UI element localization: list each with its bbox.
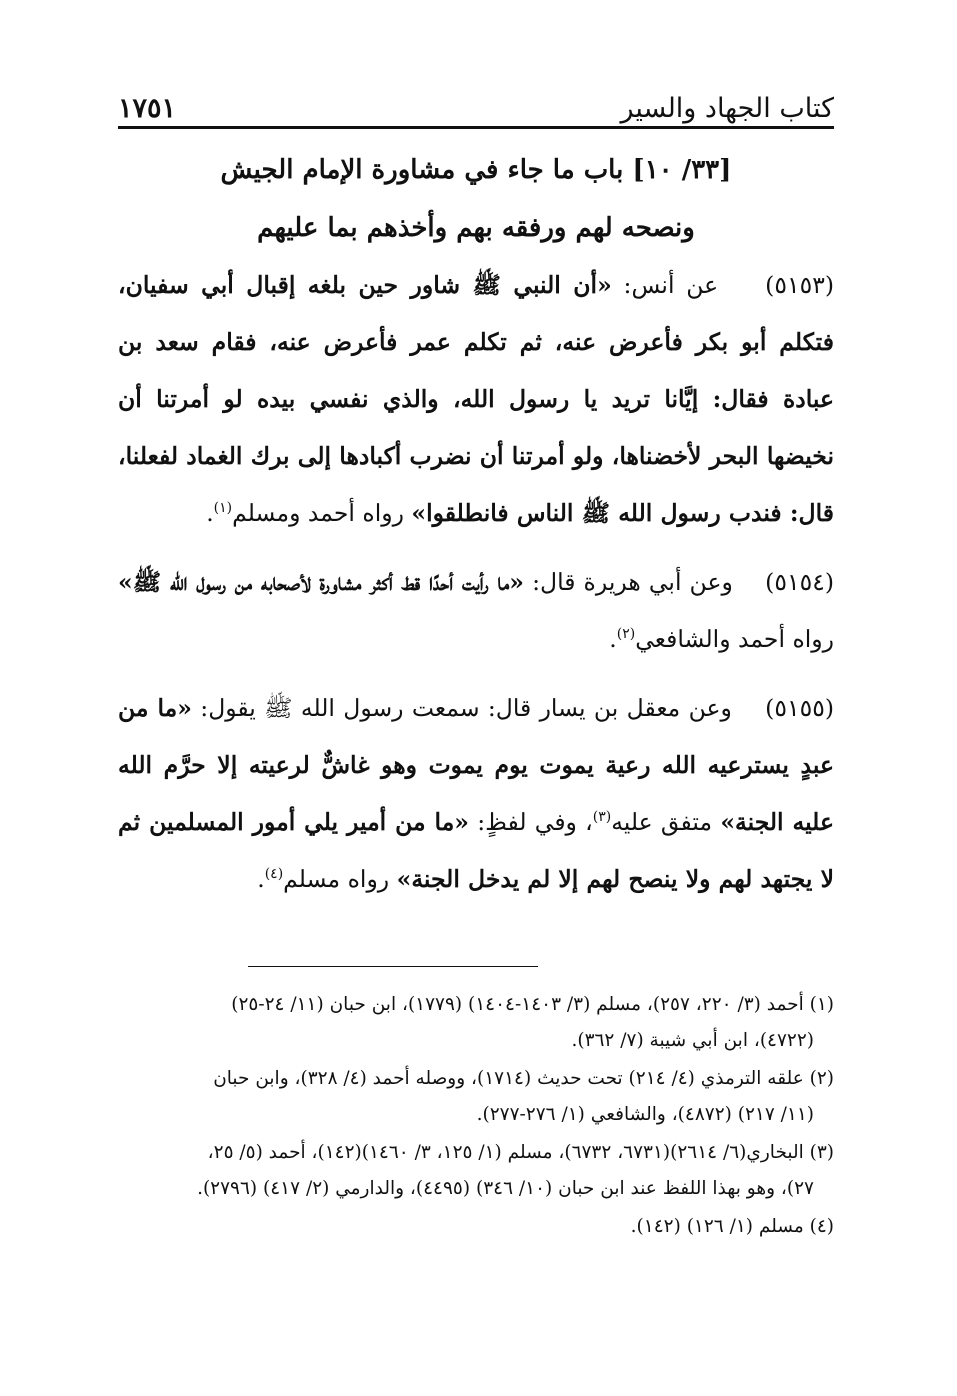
hadith-alt-intro: ، وفي لفظٍ:	[477, 808, 593, 836]
footnotes	[118, 987, 834, 1245]
footnote-ref: (٢)	[616, 626, 636, 643]
hadith-number: (٥١٥٥)	[765, 694, 834, 722]
footnote-line: ٢٧)، وهو بهذا اللفظ عند ابن حبان (١٠/ ٣٤٦) (٤٤٩٥)، والدارمي (٢/ ٤١٧) (٢٧٩٦).	[197, 1178, 814, 1199]
hadith-5154: (٥١٥٤) وعن أبي هريرة قال: «ما رأيت أحدًا قط أكثر مشاورة لأصحابه من رسول الله ﷺ» رواه أحمد والشافعي$^{(٢)}$.	[118, 568, 834, 653]
footnote-line: (٤) مسلم (١/ ١٢٦) (١٤٢).	[630, 1216, 834, 1237]
hadith-alt-text: «ما من أمير يلي أمور المسلمين ثم لا يجتهد لهم ولا ينصح لهم إلا لم يدخل الجنة»	[118, 808, 834, 893]
footnote-line: (٢) علقه الترمذي (٤/ ٢١٤) تحت حديث (١٧١٤)، ووصله أحمد (٤/ ٣٢٨)، وابن حبان	[213, 1068, 834, 1089]
hadith-text: «ما رأيت أحدًا قط أكثر مشاورة لأصحابه من رسول الله ﷺ»	[118, 568, 524, 596]
footnote-4	[118, 1209, 834, 1245]
book-page	[118, 80, 834, 1247]
hadith-5155: (٥١٥٥) وعن معقل بن يسار قال: سمعت رسول الله ﷺ يقول: «ما من عبدٍ يسترعيه الله رعية يموت يوم يموت وهو غاشٌّ لرعيته إلا حرَّم الله عليه الجنة» متفق عليه$^{(٣)}$، وفي لفظٍ: «ما من أمير يلي أمور المسلمين ثم لا يجتهد لهم ولا ينصح لهم إلا لم يدخل الجنة» رواه مسلم$^{(٤)}$.	[118, 694, 834, 893]
hadith-alt-source: رواه مسلم	[283, 865, 390, 893]
footnote-1	[118, 987, 834, 1059]
hadith-intro: وعن معقل بن يسار قال: سمعت رسول الله ﷺ يقول:	[200, 694, 732, 722]
hadith-number: (٥١٥٣)	[765, 271, 834, 299]
footnote-ref: (١)	[213, 500, 233, 517]
footnote-line: (١) أحمد (٣/ ٢٢٠، ٢٥٧)، مسلم (٣/ ١٤٠٣-١٤٠٤) (١٧٧٩)، ابن حبان (١١/ ٢٤-٢٥)	[231, 994, 834, 1015]
hadith-intro: عن أنس:	[623, 271, 719, 299]
footnote-line: (٣) البخاري(٦/ ٢٦١٤)(٦٧٣١، ٦٧٣٢)، مسلم (١/ ١٢٥، ٣/ ١٤٦٠)(١٤٢)، أحمد (٥/ ٢٥،	[207, 1142, 834, 1163]
chapter-heading	[118, 141, 834, 257]
hadith-number: (٥١٥٤)	[765, 568, 834, 596]
hadith-source: رواه أحمد والشافعي	[635, 625, 834, 653]
page-header	[118, 80, 834, 124]
book-title: كتاب الجهاد والسير	[620, 93, 834, 124]
footnote-separator-wrap	[118, 966, 834, 967]
hadith-text: «ما من عبدٍ يسترعيه الله رعية يموت يوم يموت وهو غاشٌّ لرعيته إلا حرَّم الله عليه الجنة»	[118, 694, 834, 836]
footnote-3	[118, 1135, 834, 1207]
hadith-source: رواه أحمد ومسلم	[232, 499, 404, 527]
footnote-2	[118, 1061, 834, 1133]
hadith-source: متفق عليه	[611, 808, 713, 836]
footnote-ref: (٤)	[264, 866, 284, 883]
header-rule	[118, 126, 834, 129]
hadith-text: «أن النبي ﷺ شاور حين بلغه إقبال أبي سفيان، فتكلم أبو بكر فأعرض عنه، ثم تكلم عمر فأعرض عنه، فقام سعد بن عبادة فقال: إيَّانا تريد يا رسول الله، والذي نفسي بيده لو أمرتنا أن نخيضها البحر لأخضناها، ولو أمرتنا أن نضرب أكبادها إلى برك الغماد لفعلنا، قال: فندب رسول الله ﷺ الناس فانطلقوا»	[118, 271, 834, 527]
footnote-ref: (٣)	[592, 809, 612, 826]
footnote-line: (١١/ ٢١٧) (٤٨٧٢)، والشافعي (١/ ٢٧٦-٢٧٧).	[476, 1104, 814, 1125]
hadith-intro: وعن أبي هريرة قال:	[532, 568, 733, 596]
hadith-5153: (٥١٥٣) عن أنس: «أن النبي ﷺ شاور حين بلغه إقبال أبي سفيان، فتكلم أبو بكر فأعرض عنه، ثم تكلم عمر فأعرض عنه، فقام سعد بن عبادة فقال: إيَّانا تريد يا رسول الله، والذي نفسي بيده لو أمرتنا أن نخيضها البحر لأخضناها، ولو أمرتنا أن نضرب أكبادها إلى برك الغماد لفعلنا، قال: فندب رسول الله ﷺ الناس فانطلقوا» رواه أحمد ومسلم$^{(١)}$.	[118, 271, 834, 527]
chapter-line-1: [٣٣/ ١٠] باب ما جاء في مشاورة الإمام الجيش	[220, 155, 732, 185]
footnote-separator	[248, 966, 538, 967]
page-number: ١٧٥١	[118, 93, 177, 124]
chapter-line-2: ونصحه لهم ورفقه بهم وأخذهم بما عليهم	[257, 213, 695, 243]
footnote-line: (٤٧٢٢)، ابن أبي شيبة (٧/ ٣٦٢).	[571, 1030, 814, 1051]
